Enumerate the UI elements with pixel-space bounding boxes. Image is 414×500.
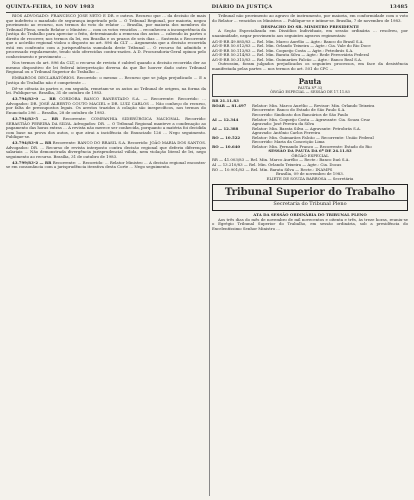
agravo-line: AG-E-RR 50.315/83 — Rel. Min. Guimarães Falcão — Agte.: Banco Real S.A. bbox=[212, 57, 363, 62]
paragraph: A Seção Especializada em Dissídios Individuais, em sessão ordinária ... resolveu, por unanimidade, negar provimento aos seguintes agravos regimentais: bbox=[212, 28, 408, 38]
pauta-list bbox=[212, 99, 408, 149]
session-title: SESSÃO DA PAUTA DA 6ª DE 24.11.83 bbox=[268, 148, 352, 154]
list-item: Recorrido: Sindicato dos Bancários de São Paulo bbox=[252, 113, 349, 118]
case-number: 43.794/83-5 — RR bbox=[12, 115, 59, 121]
case-text: Recorrente: BANCO DO BRASIL S.A. Recorrido: JOÃO MARIA DOS SANTOS. Advogados: DR. ... Recurso de revista interposto contra decisão regional que deferiu diferenças salariais ... Não demonstrada divergência jurisprudencial válida, nem violação literal de lei, nego seguimento ao recurso. Brasília, 31 de outubro de 1983. bbox=[6, 140, 206, 159]
list-item: AI — 12.344 Relator: Min. Coqueijo Costa — Agravante: Cia. Souza Cruz bbox=[212, 116, 370, 122]
paragraph: EMBARGOS DECLARATÓRIOS. Recorrido: o mesmo ... Recurso que se julga prejudicado ... E a Justiça do Trabalho não é competente ... bbox=[6, 75, 206, 85]
paragraph: Outrossim, foram julgados prejudicados os seguintes processos, em face da desistência manifestada pelas partes ... nos termos do art. 501 do CPC ... bbox=[212, 61, 408, 72]
paragraph: Nos termos do art. 896 da CLT, o recurso de revista é cabível quando a decisão recorrida der ao mesmo dispositivo de lei federal interpretação diversa da que lhe houver dado outro Tribunal Regional ou o Tribunal Superior do Trabalho ... bbox=[6, 59, 206, 75]
right-column bbox=[212, 14, 408, 496]
signature: ELIETE DE SOUZA BARBOSA — Secretária bbox=[266, 175, 354, 181]
list-item: Agravado: Antônio Carlos Ferreira bbox=[252, 131, 321, 136]
closing-date: Brasília, 09 de novembro de 1983. bbox=[276, 171, 344, 177]
tst-subtitle: Secretaria do Tribunal Pleno bbox=[213, 200, 407, 208]
list-item: RO — 10.522 Relator: Min. Guimarães Falcão — Recorrente: União Federal bbox=[212, 134, 374, 140]
pauta-session: ÓRGÃO ESPECIAL — SESSÃO DE 17.11.83 bbox=[270, 89, 350, 94]
list-item: AI — 12.388 Relator: Min. Barata Silva — Agravante: Petrobrás S.A. bbox=[212, 125, 361, 131]
session-line: RR — 41.003/83 — Rel. Min. Marco Aurélio — Recte.: Banco Itaú S.A. bbox=[212, 158, 350, 163]
list-item: Agravado: José Pereira da Silva bbox=[252, 122, 315, 127]
ata-text: Aos três dias do mês de novembro de mil novecentos e oitenta e três, às treze horas, reuniu-se o Egrégio Tribunal Superior do Trabalho, em sessão ordinária, sob a presidência do Excelentíssimo Senhor Ministro ... bbox=[212, 216, 408, 231]
list-item: Recorrido: Maria da Conceição Lima bbox=[252, 140, 325, 145]
header-page-number: 13485 bbox=[389, 4, 408, 10]
session-line: RO — 10.901/83 — Rel. Min. Barata Silva — Recte.: INAMPS bbox=[212, 167, 333, 172]
case-number: 43.794/83-8 — RR bbox=[12, 140, 52, 146]
ata-title: ATA DA SESSÃO ORDINÁRIA DO TRIBUNAL PLENO bbox=[253, 212, 367, 218]
case-text: Recorrente: ... Recorrido: ... Relator Ministro ... A decisão regional encontra-se em consonância com a jurisprudência iterativa desta Corte ... Nego seguimento. bbox=[6, 159, 206, 170]
case-entry bbox=[6, 141, 206, 159]
list-item: RR 21.11.83 bbox=[212, 98, 239, 104]
section-title: DESPACHO DO SR. MINISTRO PRESIDENTE bbox=[261, 23, 359, 29]
header-date: QUINTA-FEIRA, 10 NOV 1983 bbox=[6, 4, 95, 10]
paragraph: Dê-se ciência às partes e, em seguida, remetam-se os autos ao Tribunal de origem, na forma da lei. Publique-se. Brasília, 31 de outubro de 1983. bbox=[6, 85, 206, 96]
case-text: Recorrente: COMPANHIA SIDERÚRGICA NACIONAL. Recorrido: SEBASTIÃO PEREIRA DA SILVA. Advogados: DR. ... O Tribunal Regional manteve a condenação ao pagamento das horas extras ... A revista não merece ser conhecida, porquanto a matéria foi decidida com base na prova dos autos, o que atrai a incidência do Enunciado 126 ... Nego seguimento. Publique-se. bbox=[6, 115, 206, 140]
session-subtitle: ÓRGÃO ESPECIAL bbox=[291, 152, 329, 158]
tst-title: Tribunal Superior do Trabalho bbox=[224, 187, 396, 199]
pauta-title: Pauta bbox=[298, 76, 322, 86]
tst-banner bbox=[212, 184, 408, 211]
pauta-box bbox=[212, 74, 408, 98]
case-text: CORDOBA BANCO BANESTADO S.A. — Recorrente: Recorrido: ... Advogados: DR. JOSÉ ALBERTO COUTO MACIEL e DR. LUIZ CARLOS ... Não conheço do recurso, por falta de pressupostos legais. Os arestos trazidos à colação são inespecíficos, nos termos do Enunciado 296 ... Brasília, 28 de outubro de 1983. bbox=[6, 96, 206, 115]
agravo-line: AG-E-RR 50.113/83 — Rel. Min. Coqueijo Costa — Agte.: Petrobrás S.A. bbox=[212, 48, 354, 53]
case-entry bbox=[6, 161, 206, 170]
case-number: 43.794/83-0 — RR bbox=[12, 96, 56, 102]
left-column bbox=[6, 14, 206, 496]
agravo-line: AG-E-RR 50.012/83 — Rel. Min. Orlando Teixeira — Agte.: Cia. Vale do Rio Doce bbox=[212, 44, 371, 49]
paragraph: RIOS ADVOGADO: FRANCISCO JOSÉ NETO E DR. e outros. Recurso que ... da decisão de mais que indeferiu o mandado de segurança impetrado pelo ... O Tribunal Regional, por maioria, negou provimento ao recurso, nos termos do voto do relator ... Brasília, por maioria dos membros do Tribunal Pleno, sendo Relator o Ministro ... com os votos vencidos ... reconheceu a incompetência da Justiça do Trabalho para apreciar o feito, determinando a remessa dos autos ... cabendo às partes o direito de recorrer, nos termos da lei, em Brasília e os prazos de seis dias ... Sustenta o Recorrente que o acórdão regional violou o disposto no art. 896 da CLT ... Argumenta que a decisão recorrida está em confronto com a jurisprudência sumulada deste Tribunal ... O recurso foi admitido e processado regularmente, tendo sido oferecidas contra-razões. A D. Procuradoria-Geral opinou pelo conhecimento e provimento ... bbox=[6, 14, 206, 59]
case-entry bbox=[6, 97, 206, 115]
list-item: ROAR — 81.497 Relator: Min. Marco Aurélio — Revisor: Min. Orlando Teixeira bbox=[212, 102, 375, 108]
case-number: 43.799/83-2 — RR bbox=[12, 159, 52, 165]
list-item: RO — 10.640 Relator: Min. Fernando Franco — Recorrente: Estado do Rio bbox=[212, 143, 372, 149]
list-item: Recorrente: Banco do Estado de São Paulo S.A. bbox=[252, 108, 346, 113]
column-divider bbox=[209, 14, 210, 496]
session-line: AI — 13.210/83 — Rel. Min. Orlando Teixeira — Agte.: Cia. Docas bbox=[212, 163, 342, 168]
agravo-line: AG-E-RR 49.885/83 — Rel. Min. Marco Aurélio — Agte.: Banco do Brasil S.A. bbox=[212, 39, 364, 44]
case-entry bbox=[6, 117, 206, 140]
page-header bbox=[6, 2, 408, 13]
pauta-number: PAUTA Nº 33 bbox=[297, 85, 323, 90]
paragraph: Tribunal não provimento ao agravo de instrumento, por maioria, em conformidade com o voto do Relator ... vencidos os Ministros ... Publique-se e intime-se. Brasília, 7 de novembro de 1983. bbox=[212, 14, 408, 23]
agravo-line: AG-E-RR 50.214/83 — Rel. Min. Barata Silva — Agte.: Rede Ferroviária Federal bbox=[212, 53, 370, 58]
header-journal-title: DIÁRIO DA JUSTIÇA bbox=[211, 4, 273, 10]
